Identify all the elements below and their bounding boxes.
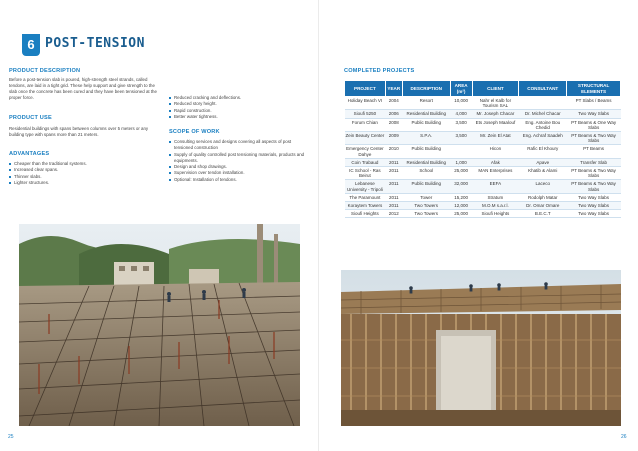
table-cell: Two Way Slabs <box>567 202 621 210</box>
table-cell: 2004 <box>385 97 402 110</box>
table-row <box>345 132 621 145</box>
table-cell: 25,000 <box>450 167 472 180</box>
table-row <box>345 118 621 131</box>
table-cell: The Paramount <box>345 193 386 201</box>
table-cell: 25,000 <box>450 210 472 218</box>
column-header: PROJECT <box>345 81 386 97</box>
table-cell: Dr. Michel Chacar <box>519 110 567 118</box>
table-cell: Residential Building <box>402 158 450 166</box>
section-title: POST-TENSION <box>45 36 145 51</box>
table-cell: 2011 <box>385 167 402 180</box>
page-number-left: 25 <box>8 434 14 440</box>
table-row <box>345 193 621 201</box>
scope-heading: SCOPE OF WORK <box>169 129 220 135</box>
advantages-heading: ADVANTAGES <box>9 151 50 157</box>
table-cell: Rodolph Matar <box>519 193 567 201</box>
benefits-list <box>169 95 309 120</box>
table-cell: M.O.M s.a.r.l. <box>472 202 519 210</box>
product-use-text: Residential buildings with spans between columns over 5 meters or any building type with spans more than 21 meters. <box>9 126 149 137</box>
table-cell: Holiday Beach VI <box>345 97 386 110</box>
table-cell: Dr. Omar Omare <box>519 202 567 210</box>
table-cell: Afak <box>472 158 519 166</box>
table-cell: Sioufi Heights <box>345 210 386 218</box>
table-cell: 2006 <box>385 110 402 118</box>
table-cell: Public Building <box>402 145 450 158</box>
table-cell: Zein Beauty Center <box>345 132 386 145</box>
table-cell: Two Towers <box>402 202 450 210</box>
table-cell: Transfer Slab <box>567 158 621 166</box>
page-number-right: 26 <box>621 434 627 440</box>
table-cell: 2012 <box>385 210 402 218</box>
table-cell: Two Way Slabs <box>567 210 621 218</box>
table-cell: 2010 <box>385 145 402 158</box>
table-cell: B.E.C.T <box>519 210 567 218</box>
table-row <box>345 110 621 118</box>
table-row <box>345 202 621 210</box>
table-cell: 1,000 <box>450 158 472 166</box>
table-cell: Two Towers <box>402 210 450 218</box>
table-cell: 15,200 <box>450 193 472 201</box>
table-cell: Nahr el Kalb for Tourism SAL <box>472 97 519 110</box>
list-item: Better water tightness. <box>169 114 309 120</box>
table-cell: S.P.A. <box>402 132 450 145</box>
table-cell: Mr. Joseph Chacar <box>472 110 519 118</box>
tower-construction-illustration <box>341 270 621 426</box>
table-row <box>345 167 621 180</box>
list-item: Lighter structures. <box>9 180 159 186</box>
table-cell: 10,000 <box>450 97 472 110</box>
column-header: YEAR <box>385 81 402 97</box>
table-cell: EEFA <box>472 180 519 193</box>
table-cell: Emergency Center Dahye <box>346 146 384 157</box>
table-cell: Coin Trabaud <box>345 158 386 166</box>
table-cell: PT Beams & Two Way Slabs <box>567 167 621 180</box>
table-cell: PT Beams <box>567 145 621 158</box>
table-cell: PT Slabs / Beams <box>567 97 621 110</box>
table-header-row <box>345 81 621 97</box>
list-item: Thinner slabs. <box>9 174 159 180</box>
table-cell: 2009 <box>385 132 402 145</box>
list-item: Supervision over tendon installation. <box>169 170 309 176</box>
table-cell: Hicon <box>472 145 519 158</box>
column-header: CLIENT <box>472 81 519 97</box>
table-cell: 2008 <box>385 118 402 131</box>
table-cell: Public Building <box>402 180 450 193</box>
rebar-site-illustration <box>19 224 300 426</box>
table-row <box>345 210 621 218</box>
table-cell: PT Beams & One Way Slabs <box>567 118 621 131</box>
table-cell: Sioufi 5250 <box>345 110 386 118</box>
projects-table-body <box>345 97 621 218</box>
product-use-heading: PRODUCT USE <box>9 115 52 121</box>
table-row <box>345 145 621 158</box>
table-cell: Residential Building <box>402 110 450 118</box>
list-item: Rapid construction. <box>169 108 309 114</box>
scope-list <box>169 139 309 183</box>
table-cell: Resort <box>402 97 450 110</box>
table-cell: Apave <box>519 158 567 166</box>
table-cell: 2011 <box>385 202 402 210</box>
table-cell: Stratum <box>472 193 519 201</box>
table-cell: Rafic El Khoury <box>519 145 567 158</box>
table-cell: Mr. Zein El Atat <box>472 132 519 145</box>
table-cell: Two Way Slabs <box>567 110 621 118</box>
table-cell: Eng. Achraf Saadeh <box>519 132 567 145</box>
list-item: Reduced story height. <box>169 101 309 107</box>
completed-projects-heading: COMPLETED PROJECTS <box>344 68 415 74</box>
table-cell: Eng. Antoine Bou Chedid <box>519 118 567 131</box>
table-cell: PT Beams & Two Way Slabs <box>567 132 621 145</box>
list-item: Increased clear spans. <box>9 167 159 173</box>
table-row <box>345 97 621 110</box>
list-item: Cheaper than the traditional systems. <box>9 161 159 167</box>
table-cell: Sioufi Heights <box>472 210 519 218</box>
table-cell: MAN Enterprises <box>472 167 519 180</box>
table-cell: 2011 <box>385 193 402 201</box>
table-cell: 2011 <box>385 180 402 193</box>
construction-photo-right <box>341 270 621 426</box>
table-cell: School <box>402 167 450 180</box>
table-cell: Khatib & Alami <box>519 167 567 180</box>
table-cell: Ets Joseph Maalouf <box>472 118 519 131</box>
table-cell: Laceco <box>519 180 567 193</box>
product-description-text: Before a post-tension slab is poured, high-strength steel strands, called tendons, are laid in a tight grid. These help support and give strength to the slab once the concrete has been cured and they have been tensioned at the proper force. <box>9 77 157 100</box>
table-cell: Koraytem Towers <box>345 202 386 210</box>
table-cell: Two Way Slabs <box>567 193 621 201</box>
table-cell: 2011 <box>385 158 402 166</box>
table-cell: PT Beams & Two Way Slabs <box>567 180 621 193</box>
table-cell: 12,000 <box>450 202 472 210</box>
projects-table <box>344 80 621 218</box>
table-cell: Forum Chian <box>345 118 386 131</box>
column-header: AREA (m²) <box>450 81 472 97</box>
advantages-list <box>9 161 159 186</box>
column-header: DESCRIPTION <box>402 81 450 97</box>
construction-photo-left <box>19 224 300 426</box>
section-number: 6 <box>22 34 40 56</box>
list-item: Supply of quality controlled post tensioning materials, products and equipments. <box>169 152 309 165</box>
table-cell: IC School - Ras Beirut <box>345 167 386 180</box>
table-cell: 3,500 <box>450 118 472 131</box>
table-cell: Lebanese University - Tripoli <box>345 180 386 193</box>
column-header: STRUCTURAL ELEMENTS <box>567 81 621 97</box>
table-cell: Tower <box>402 193 450 201</box>
table-cell: 32,000 <box>450 180 472 193</box>
table-cell: 4,000 <box>450 110 472 118</box>
column-header: CONSULTANT <box>519 81 567 97</box>
list-item: Reduced cracking and deflections. <box>169 95 309 101</box>
table-cell <box>450 145 472 158</box>
list-item: Consulting services and designs covering all aspects of post tensioned construction <box>169 139 309 152</box>
table-row <box>345 180 621 193</box>
list-item: Design and shop drawings. <box>169 164 309 170</box>
table-row <box>345 158 621 166</box>
list-item: Optional: Installation of tendons. <box>169 177 309 183</box>
table-cell <box>519 97 567 110</box>
product-description-heading: PRODUCT DESCRIPTION <box>9 68 81 74</box>
table-cell: 3,500 <box>450 132 472 145</box>
table-cell: Public Building <box>402 118 450 131</box>
